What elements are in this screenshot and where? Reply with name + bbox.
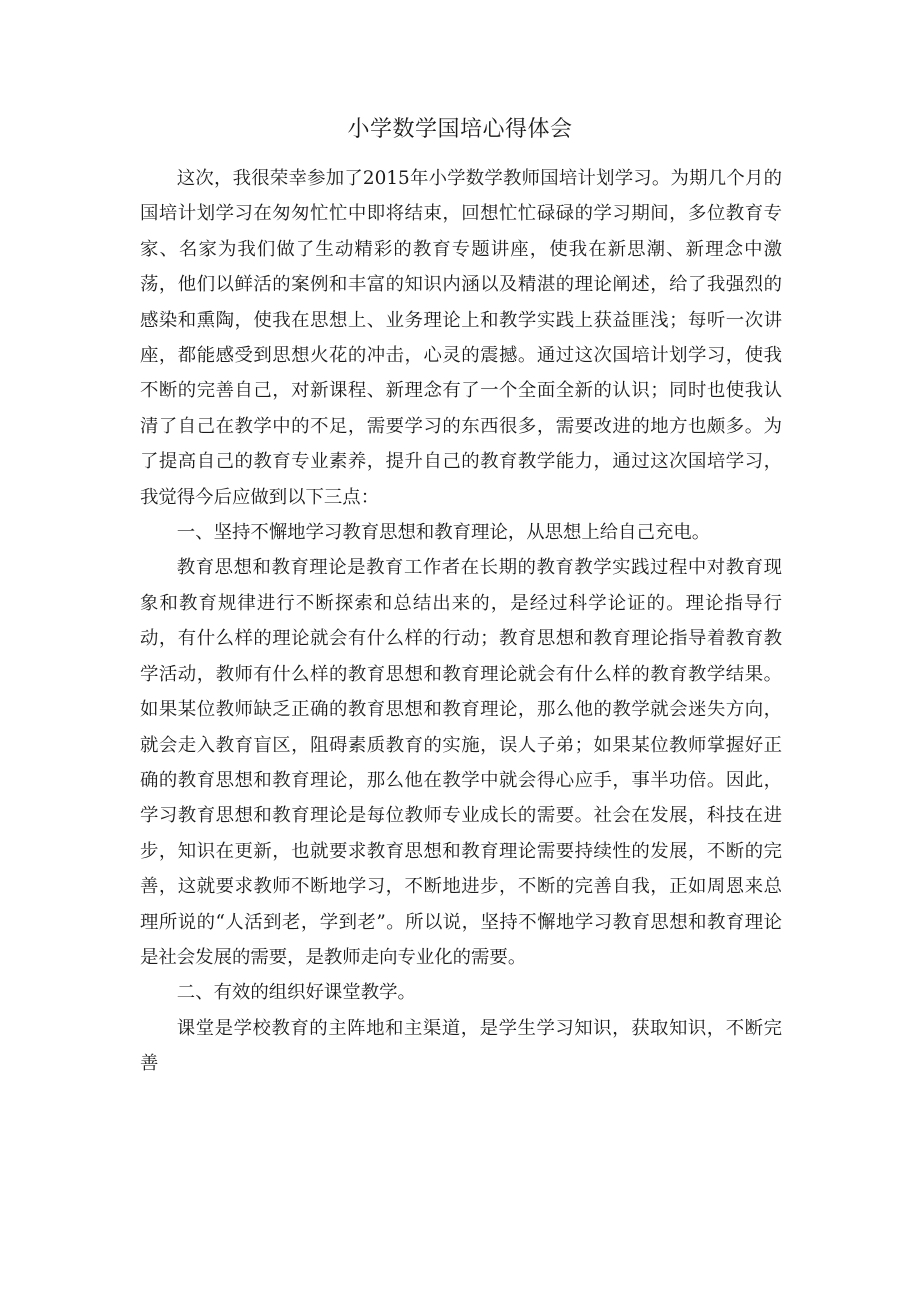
section-heading-1: 一、坚持不懈地学习教育思想和教育理论，从思想上给自己充电。 xyxy=(176,522,711,544)
section-heading-2: 二、有效的组织好课堂教学。 xyxy=(176,982,416,1004)
paragraph-section-2: 课堂是学校教育的主阵地和主渠道，是学生学习知识，获取知识，不断完善 xyxy=(140,1017,782,1075)
document-body xyxy=(140,161,782,1082)
paragraph-intro: 这次，我很荣幸参加了2015年小学数学教师国培计划学习。为期几个月的国培计划学习在匆匆忙忙中即将结束，回想忙忙碌碌的学习期间，多位教育专家、名家为我们做了生动精彩的教育专题讲座，使我在新思潮、新理念中激荡，他们以鲜活的案例和丰富的知识内涵以及精湛的理论阐述，给了我强烈的感染和熏陶，使我在思想上、业务理论上和教学实践上获益匪浅；每听一次讲座，都能感受到思想火花的冲击，心灵的震撼。通过这次国培计划学习，使我不断的完善自己，对新课程、新理念有了一个全面全新的认识；同时也使我认清了自己在教学中的不足，需要学习的东西很多，需要改进的地方也颇多。为了提高自己的教育专业素养，提升自己的教育教学能力，通过这次国培学习，我觉得今后应做到以下三点： xyxy=(140,168,782,508)
document-title: 小学数学国培心得体会 xyxy=(347,117,573,142)
paragraph-section-1: 教育思想和教育理论是教育工作者在长期的教育教学实践过程中对教育现象和教育规律进行不断探索和总结出来的，是经过科学论证的。理论指导行动，有什么样的理论就会有什么样的行动；教育思想和教育理论指导着教育教学活动，教师有什么样的教育思想和教育理论就会有什么样的教育教学结果。如果某位教师缺乏正确的教育思想和教育理论，那么他的教学就会迷失方向，就会走入教育盲区，阻碍素质教育的实施，误人子弟；如果某位教师掌握好正确的教育思想和教育理论，那么他在教学中就会得心应手，事半功倍。因此，学习教育思想和教育理论是每位教师专业成长的需要。社会在发展，科技在进步，知识在更新，也就要求教育思想和教育理论需要持续性的发展，不断的完善，这就要求教师不断地学习，不断地进步，不断的完善自我，正如周恩来总理所说的“人活到老，学到老”。所以说，坚持不懈地学习教育思想和教育理论是社会发展的需要，是教师走向专业化的需要。 xyxy=(140,557,782,968)
